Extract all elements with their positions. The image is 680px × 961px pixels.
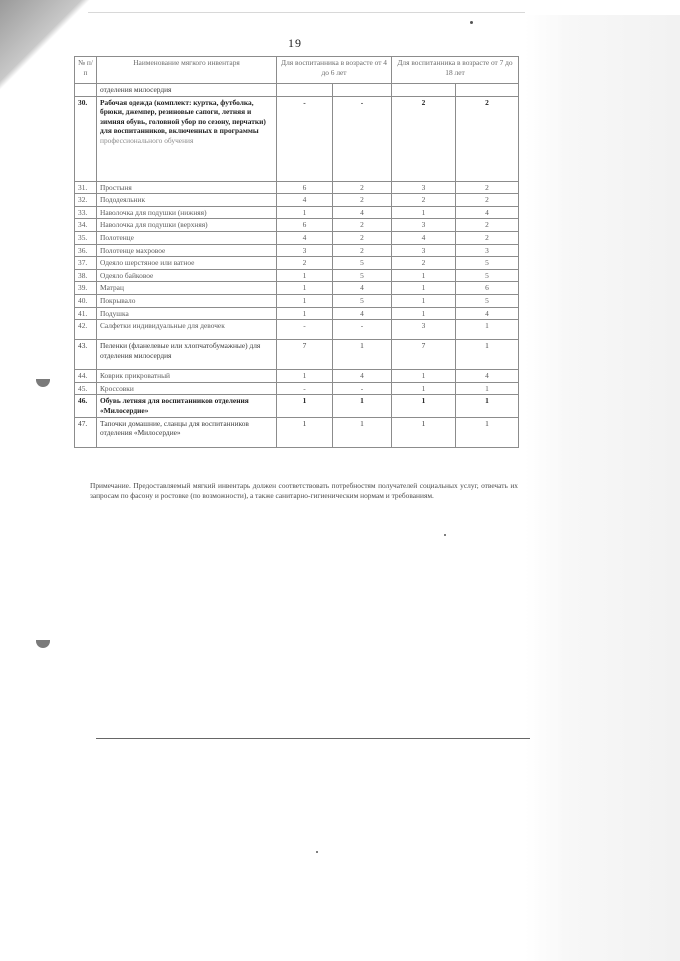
header-name: Наименование мягкого инвентаря: [97, 57, 277, 84]
item-name: [97, 219, 277, 232]
item-name: [97, 320, 277, 340]
inventory-table: [74, 56, 519, 448]
table-row: [75, 294, 519, 307]
page-number: 19: [288, 36, 302, 50]
item-name: [97, 206, 277, 219]
table-row: [75, 181, 519, 194]
quantity-cell: 1: [333, 340, 392, 370]
item-name: [97, 382, 277, 395]
quantity-cell: 5: [333, 257, 392, 270]
quantity-cell: 1: [392, 307, 456, 320]
quantity-cell: -: [277, 96, 333, 181]
quantity-cell: 2: [392, 257, 456, 270]
quantity-cell: 1: [277, 417, 333, 447]
quantity-cell: 2: [333, 194, 392, 207]
quantity-cell: 4: [456, 370, 519, 383]
row-number: 42.: [75, 320, 97, 340]
row-number: 38.: [75, 269, 97, 282]
quantity-cell: 6: [277, 219, 333, 232]
row-number: 31.: [75, 181, 97, 194]
item-name: [97, 257, 277, 270]
quantity-cell: 2: [333, 244, 392, 257]
quantity-cell: -: [277, 382, 333, 395]
quantity-cell: 1: [277, 370, 333, 383]
quantity-cell: 1: [392, 370, 456, 383]
quantity-cell: -: [277, 320, 333, 340]
quantity-cell: 4: [456, 307, 519, 320]
quantity-cell: 4: [333, 307, 392, 320]
item-name: [97, 96, 277, 181]
quantity-cell: 1: [277, 282, 333, 295]
quantity-cell: 1: [392, 282, 456, 295]
quantity-cell: 1: [392, 206, 456, 219]
item-name: [97, 307, 277, 320]
item-name-text: Полотенце махровое: [100, 245, 166, 255]
quantity-cell: 6: [277, 181, 333, 194]
quantity-cell: 4: [333, 282, 392, 295]
table-row: [75, 96, 519, 181]
row-number: 34.: [75, 219, 97, 232]
item-name: [97, 194, 277, 207]
item-name-text: Наволочка для подушки (верхняя): [100, 220, 208, 230]
quantity-cell: 1: [392, 395, 456, 417]
quantity-cell: 1: [277, 307, 333, 320]
quantity-cell: -: [333, 96, 392, 181]
table-row: [75, 231, 519, 244]
item-name: [97, 282, 277, 295]
row-number: 44.: [75, 370, 97, 383]
quantity-cell: -: [333, 320, 392, 340]
item-name: [97, 181, 277, 194]
quantity-cell: 7: [277, 340, 333, 370]
scan-speck: [470, 21, 473, 24]
item-name-text: Пеленки (фланелевые или хлопчатобумажные) для отделения милосердия: [100, 341, 261, 360]
scan-speck: [444, 534, 446, 536]
row-number: 33.: [75, 206, 97, 219]
item-name-text: Салфетки индивидуальные для девочек: [100, 321, 225, 331]
item-name-text: Одеяло шерстяное или ватное: [100, 258, 195, 268]
quantity-cell: 4: [333, 206, 392, 219]
quantity-cell: 1: [392, 269, 456, 282]
quantity-cell: 3: [392, 219, 456, 232]
table-row: [75, 395, 519, 417]
table-row: [75, 417, 519, 447]
quantity-cell: 2: [392, 194, 456, 207]
item-name-text: Простыня: [100, 182, 132, 192]
scan-speck: [316, 851, 318, 853]
table-row: [75, 307, 519, 320]
quantity-cell: 1: [277, 294, 333, 307]
row-number: 40.: [75, 294, 97, 307]
quantity-cell: 5: [333, 269, 392, 282]
item-name-text: Коврик прикроватный: [100, 371, 171, 381]
row-number: 30.: [75, 96, 97, 181]
table-row: [75, 206, 519, 219]
item-name-text: Подушка: [100, 308, 129, 318]
quantity-cell: 3: [456, 244, 519, 257]
row-number: 41.: [75, 307, 97, 320]
quantity-cell: 1: [333, 395, 392, 417]
item-name-text: Кроссовки: [100, 383, 134, 393]
item-name: [97, 370, 277, 383]
quantity-cell: 1: [277, 206, 333, 219]
quantity-cell: 5: [333, 294, 392, 307]
quantity-cell: 6: [456, 282, 519, 295]
row-number: 46.: [75, 395, 97, 417]
quantity-cell: 1: [456, 320, 519, 340]
header-age-4-6: Для воспитанника в возрасте от 4 до 6 лет: [277, 57, 392, 84]
table-row: [75, 244, 519, 257]
item-name-text: Полотенце: [100, 232, 134, 242]
row-number: 35.: [75, 231, 97, 244]
item-name-text: Покрывало: [100, 295, 136, 305]
row-number: 36.: [75, 244, 97, 257]
quantity-cell: 2: [456, 96, 519, 181]
table-row: [75, 282, 519, 295]
note-paragraph: Примечание. Предоставляемый мягкий инвентарь должен соответствовать потребностям получателей социальных услуг, отвечать их запросам по фасону и ростовке (по возможности), а также санитарно-гигиеническим нормам и требованиям.: [90, 481, 518, 500]
item-name-continued: профессионального обучения: [100, 135, 194, 145]
row-number: 37.: [75, 257, 97, 270]
quantity-cell: 4: [277, 231, 333, 244]
scan-shadow: [525, 15, 680, 961]
table-row: [75, 269, 519, 282]
table-row: [75, 370, 519, 383]
quantity-cell: 2: [456, 194, 519, 207]
punch-hole-mark: [36, 640, 50, 648]
quantity-cell: 3: [392, 244, 456, 257]
quantity-cell: 4: [456, 206, 519, 219]
table-row: [75, 320, 519, 340]
item-name: [97, 244, 277, 257]
quantity-cell: 5: [456, 294, 519, 307]
quantity-cell: 2: [456, 231, 519, 244]
quantity-cell: 2: [277, 257, 333, 270]
quantity-cell: 1: [456, 340, 519, 370]
item-name: [97, 269, 277, 282]
item-name-text: Одеяло байковое: [100, 270, 154, 280]
quantity-cell: 2: [456, 219, 519, 232]
row-number: 43.: [75, 340, 97, 370]
item-name: [97, 340, 277, 370]
quantity-cell: 1: [277, 269, 333, 282]
item-name-text: Матрац: [100, 283, 124, 293]
table-row: [75, 382, 519, 395]
item-name: [97, 294, 277, 307]
quantity-cell: 2: [333, 231, 392, 244]
quantity-cell: 1: [456, 382, 519, 395]
continued-text: отделения милосердия: [97, 84, 277, 97]
item-name-text: Наволочка для подушки (нижняя): [100, 207, 207, 217]
bottom-rule: [96, 738, 530, 739]
table-row: [75, 340, 519, 370]
table-row: [75, 219, 519, 232]
item-name: [97, 417, 277, 447]
row-number: 32.: [75, 194, 97, 207]
quantity-cell: 2: [333, 219, 392, 232]
quantity-cell: 1: [456, 395, 519, 417]
table-body: [75, 84, 519, 448]
row-number: 45.: [75, 382, 97, 395]
quantity-cell: 2: [333, 181, 392, 194]
quantity-cell: 1: [456, 417, 519, 447]
item-name: [97, 395, 277, 417]
punch-hole-mark: [36, 379, 50, 387]
quantity-cell: -: [333, 382, 392, 395]
quantity-cell: 3: [392, 320, 456, 340]
quantity-cell: 1: [392, 294, 456, 307]
item-name-text: Рабочая одежда (комплект: куртка, футболка, брюки, джемпер, резиновые сапоги, летняя и зимняя обувь, головной убор по сезону, перчатки) для воспитанников, включенных в программы: [100, 97, 266, 136]
item-name-text: Пододеяльник: [100, 195, 146, 205]
quantity-cell: 4: [392, 231, 456, 244]
quantity-cell: 4: [333, 370, 392, 383]
quantity-cell: 1: [277, 395, 333, 417]
quantity-cell: 1: [392, 382, 456, 395]
row-number: 47.: [75, 417, 97, 447]
quantity-cell: 7: [392, 340, 456, 370]
quantity-cell: 3: [277, 244, 333, 257]
quantity-cell: 5: [456, 269, 519, 282]
quantity-cell: 4: [277, 194, 333, 207]
table-row: [75, 194, 519, 207]
quantity-cell: 2: [456, 181, 519, 194]
table-row: [75, 257, 519, 270]
quantity-cell: 1: [333, 417, 392, 447]
header-age-7-18: Для воспитанника в возрасте от 7 до 18 лет: [392, 57, 519, 84]
quantity-cell: 2: [392, 96, 456, 181]
quantity-cell: 5: [456, 257, 519, 270]
item-name-text: Обувь летняя для воспитанников отделения «Милосердие»: [100, 396, 249, 415]
item-name-text: Тапочки домашние, сланцы для воспитанников отделения «Милосердие»: [100, 418, 249, 438]
header-num: № п/п: [75, 57, 97, 84]
row-number: 39.: [75, 282, 97, 295]
page-edge: [88, 12, 525, 13]
quantity-cell: 1: [392, 417, 456, 447]
quantity-cell: 3: [392, 181, 456, 194]
item-name: [97, 231, 277, 244]
